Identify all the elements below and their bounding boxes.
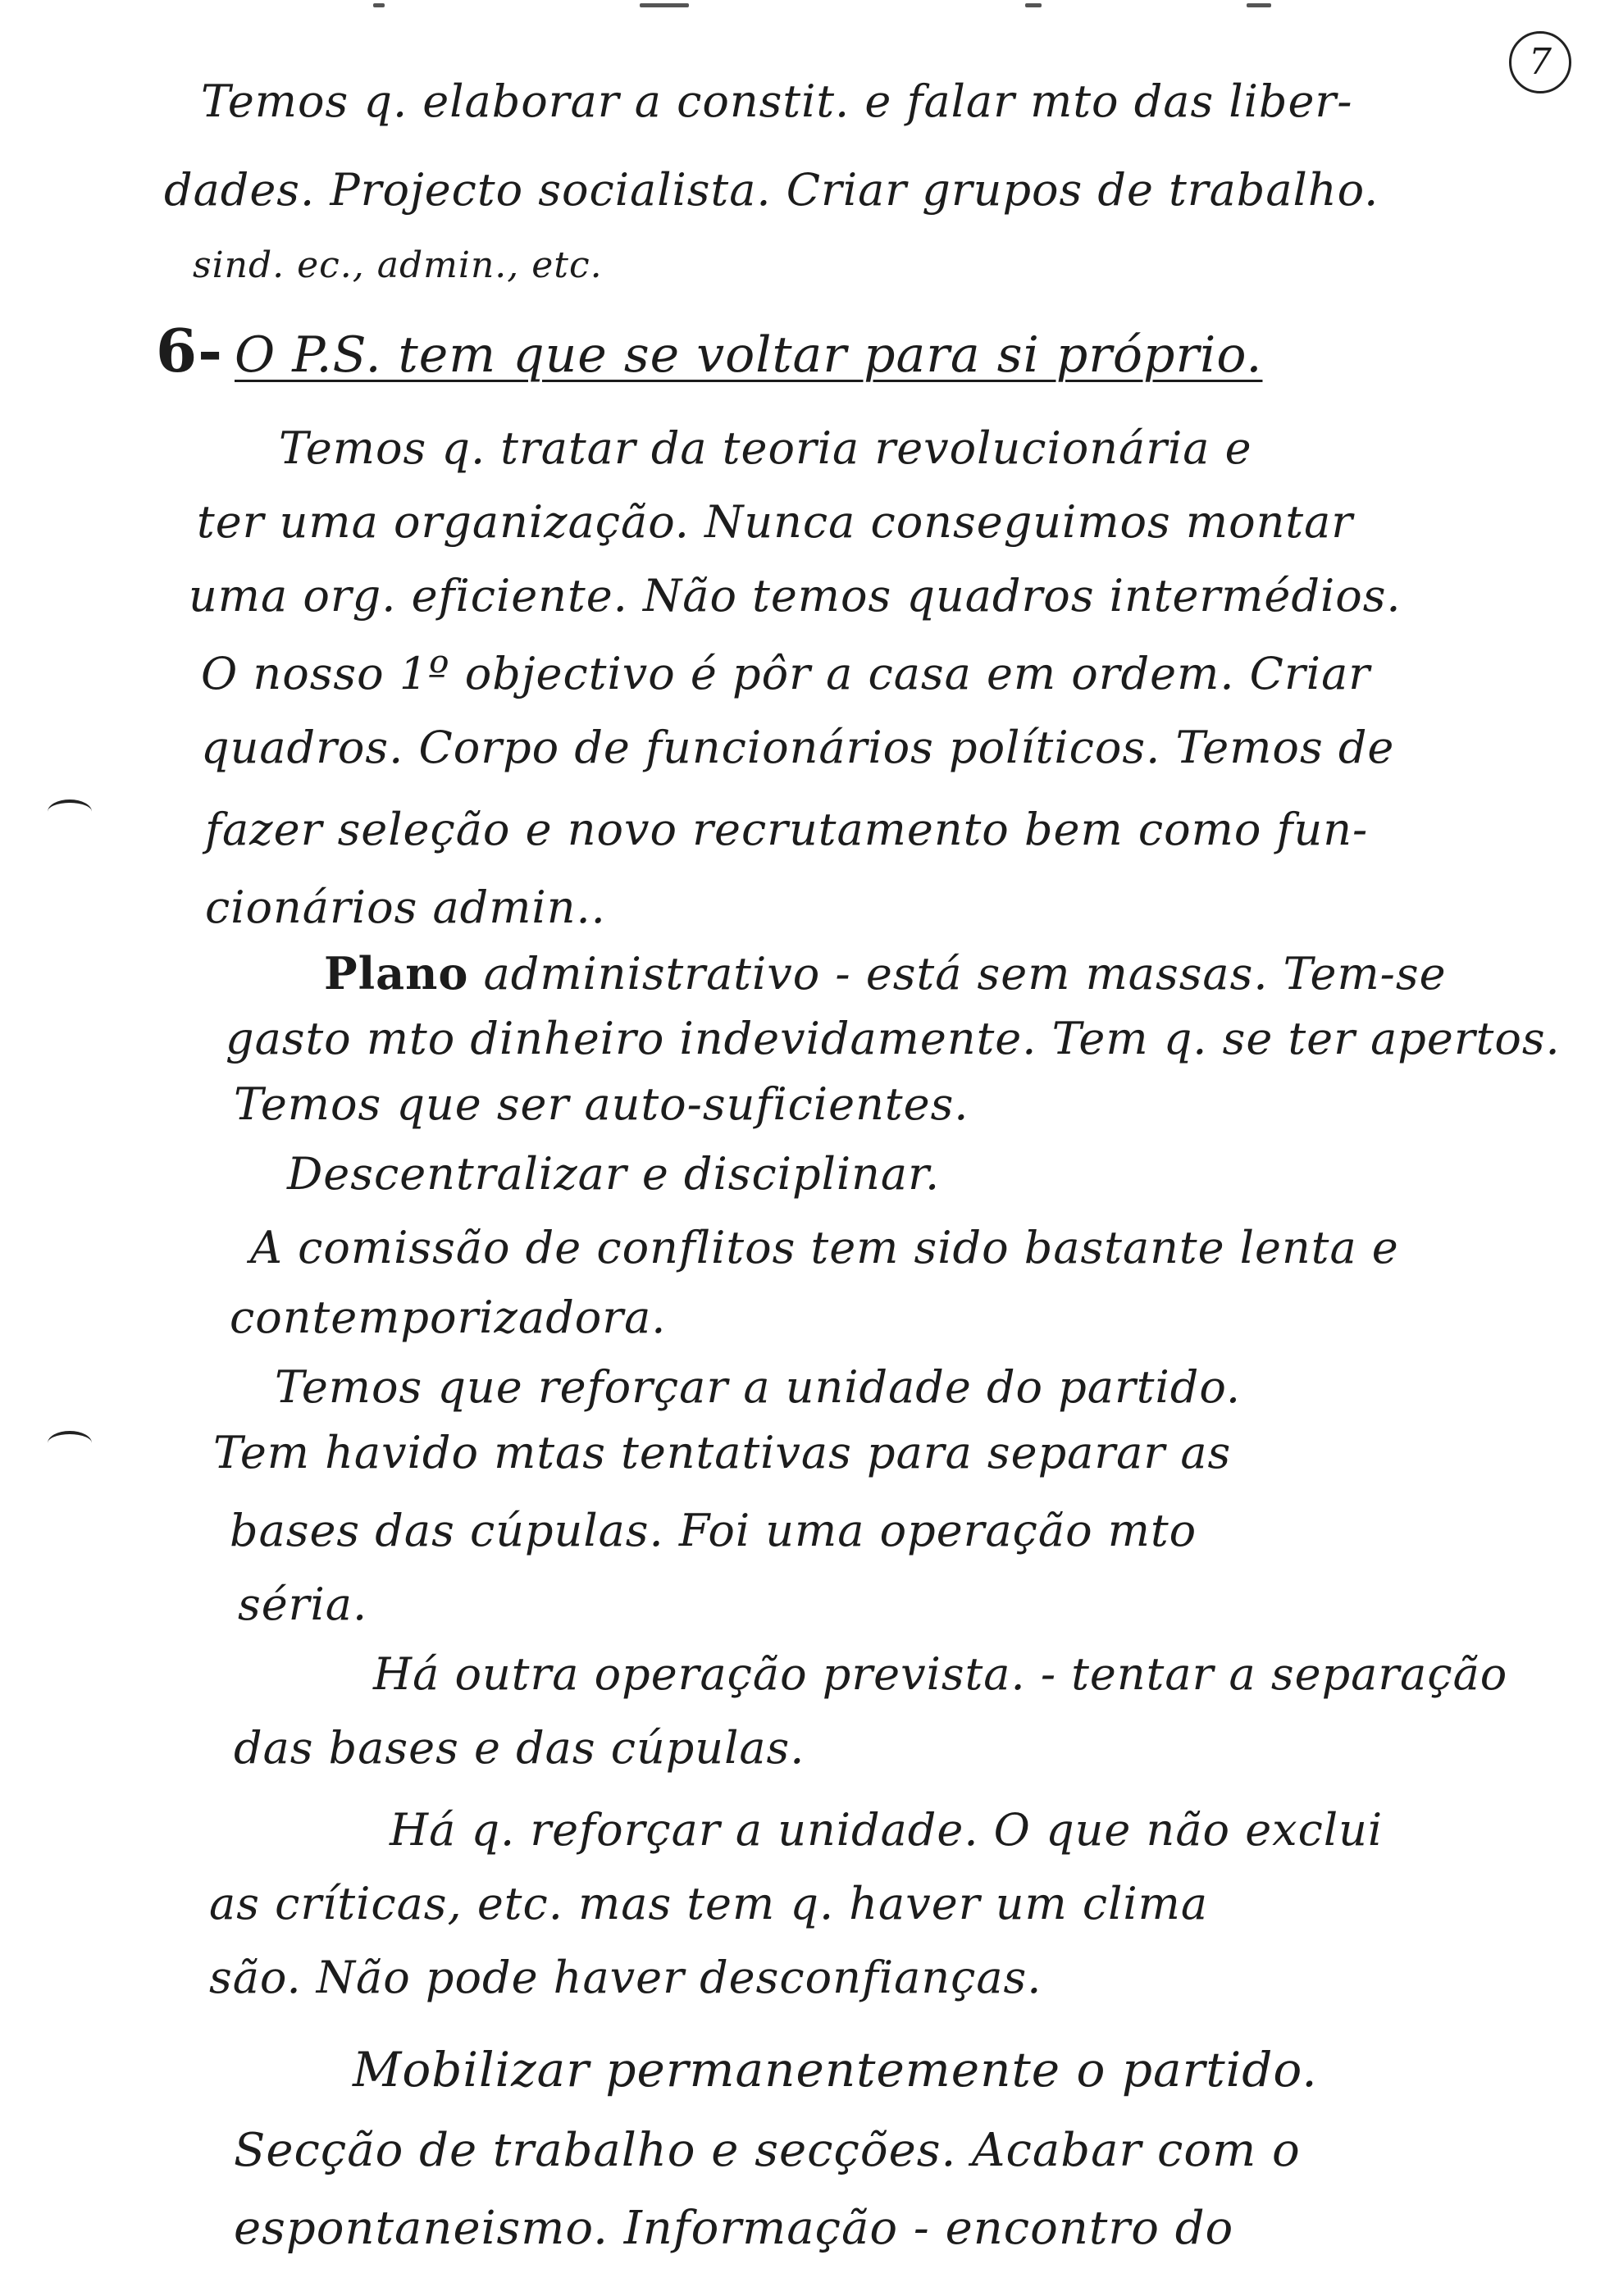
text-line: Temos que ser auto-suficientes. [234,1078,969,1130]
text-line: bases das cúpulas. Foi uma operação mto [230,1505,1197,1556]
text-line: quadros. Corpo de funcionários políticos. Temos de [201,722,1395,773]
text-line: contemporizadora. [230,1292,667,1343]
text-line-rest: administrativo - está sem massas. Tem-se [483,948,1447,1000]
text-line: espontaneismo. Informação - encontro do [234,2202,1234,2255]
text-line: séria. [238,1578,368,1630]
text-line: das bases e das cúpulas. [234,1722,805,1774]
text-line: dades. Projecto socialista. Criar grupos de trabalho. [164,164,1379,216]
text-line: sind. ec., admin., etc. [193,244,603,286]
text-line: Temos q. elaborar a constit. e falar mto das liber- [201,75,1353,127]
text-line: O nosso 1º objectivo é pôr a casa em ordem. Criar [201,648,1371,699]
text-line: Mobilizar permanentemente o partido. [353,2042,1318,2098]
text-line: as críticas, etc. mas tem q. haver um clima [209,1878,1209,1929]
text-line: Tem havido mtas tentativas para separar as [213,1427,1232,1478]
text-line: são. Não pode haver desconfianças. [209,1952,1042,2003]
section-number: 6- [156,316,223,385]
text-line: Secção de trabalho e secções. Acabar com o [234,2124,1301,2177]
text-line: uma org. eficiente. Não temos quadros intermédios. [189,570,1402,622]
margin-mark [48,1431,92,1456]
section-heading [156,316,1262,385]
text-line: fazer seleção e novo recrutamento bem como fun- [205,804,1369,855]
section-title: O P.S. tem que se voltar para si próprio. [234,326,1263,384]
text-line: Há outra operação prevista. - tentar a separação [373,1648,1508,1700]
text-line: cionários admin.. [205,882,606,933]
text-line: A comissão de conflitos tem sido bastante lenta e [250,1222,1399,1273]
text-line: Há q. reforçar a unidade. O que não exclui [390,1804,1384,1856]
text-line: gasto mto dinheiro indevidamente. Tem q. se ter apertos. [226,1013,1561,1064]
page-number: 7 [1509,31,1571,93]
text-line [324,947,1447,1000]
scan-edge-marks [0,0,1614,13]
margin-mark [48,800,92,824]
text-line: Temos que reforçar a unidade do partido. [275,1361,1242,1413]
text-line: ter uma organização. Nunca conseguimos montar [197,496,1354,548]
text-line: Temos q. tratar da teoria revolucionária e [279,422,1252,474]
text-line: Descentralizar e disciplinar. [287,1148,941,1200]
plano-word: Plano [324,947,469,1000]
